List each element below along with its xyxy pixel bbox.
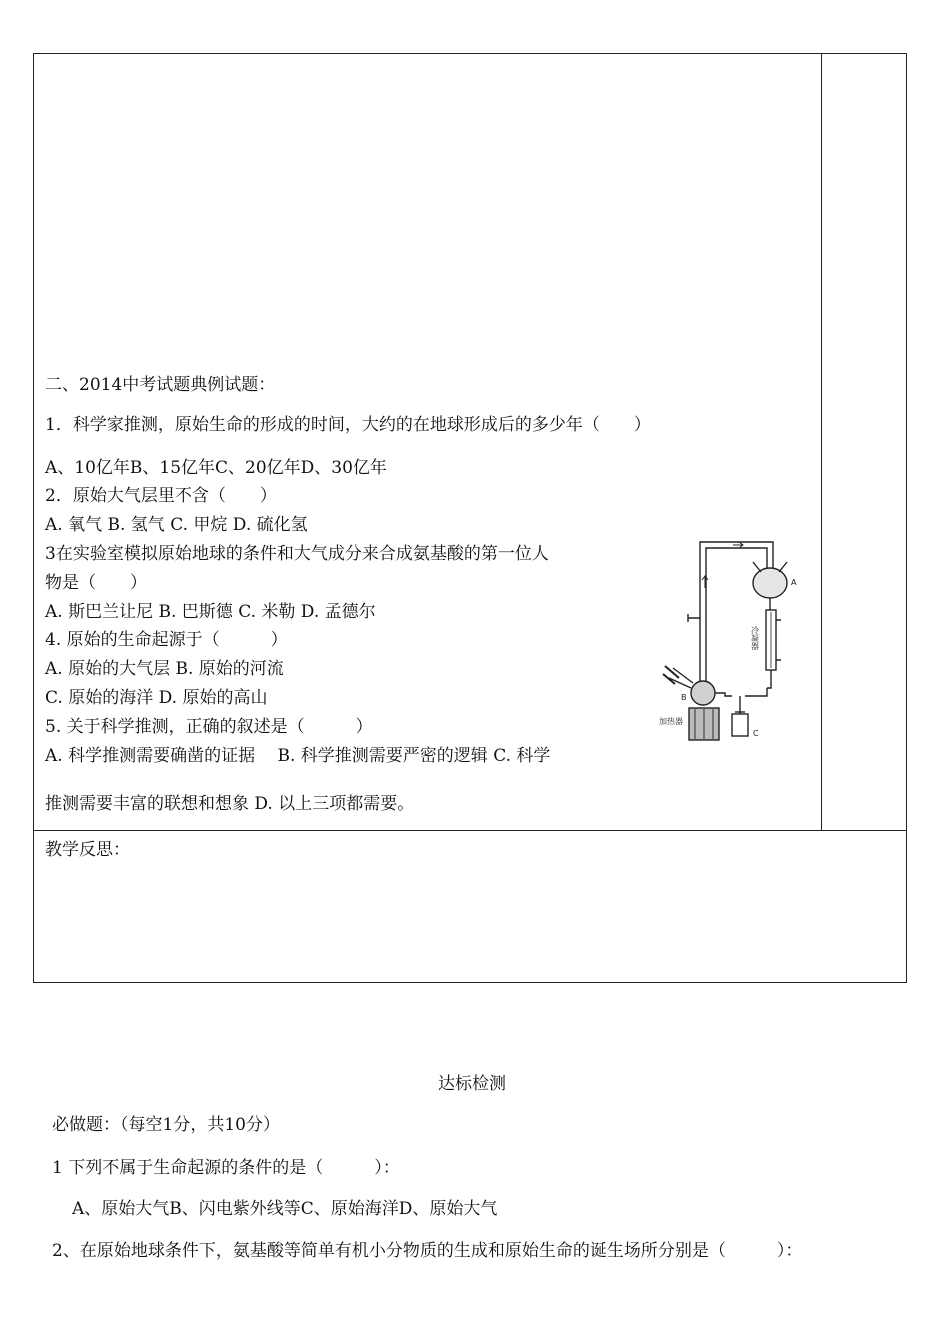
question-5: 5. 关于科学推测，正确的叙述是（ ） <box>45 717 373 737</box>
question-1-options: A、10亿年B、15亿年C、20亿年D、30亿年 <box>45 458 387 478</box>
question-5-options-2: 推测需要丰富的联想和想象 D. 以上三项都需要。 <box>45 794 415 814</box>
question-2-options: A. 氧气 B. 氢气 C. 甲烷 D. 硫化氢 <box>45 515 308 535</box>
label-a: A <box>791 578 797 587</box>
question-4-options-2: C. 原始的海洋 D. 原始的高山 <box>45 688 268 708</box>
standard-test-title: 达标检测 <box>438 1074 506 1094</box>
test-question-1-options: A、原始大气B、闪电紫外线等C、原始海洋D、原始大气 <box>72 1199 498 1219</box>
test-question-2: 2、在原始地球条件下，氨基酸等简单有机小分物质的生成和原始生命的诞生场所分别是（ ）： <box>52 1241 803 1261</box>
required-label: 必做题：（每空1分，共10分） <box>52 1115 280 1135</box>
miller-apparatus-diagram <box>655 528 825 750</box>
question-3-continued: 物是（ ） <box>45 573 147 593</box>
question-2: 2．原始大气层里不含（ ） <box>45 486 277 506</box>
test-question-1: 1 下列不属于生命起源的条件的是（ ）： <box>52 1158 400 1178</box>
section-title: 二、2014中考试题典例试题： <box>45 375 276 395</box>
label-heater: 加热器 <box>659 717 683 726</box>
label-condenser: 冷凝器 <box>750 626 760 650</box>
question-1: 1．科学家推测，原始生命的形成的时间，大约的在地球形成后的多少年（ ） <box>45 415 651 435</box>
question-4-options-1: A. 原始的大气层 B. 原始的河流 <box>45 659 284 679</box>
question-3: 3在实验室模拟原始地球的条件和大气成分来合成氨基酸的第一位人 <box>45 544 549 564</box>
question-4: 4. 原始的生命起源于（ ） <box>45 630 288 650</box>
reflection-label: 教学反思： <box>45 840 130 860</box>
label-b: B <box>681 693 687 702</box>
question-3-options: A. 斯巴兰让尼 B. 巴斯德 C. 米勒 D. 孟德尔 <box>45 602 376 622</box>
table-row-divider <box>33 830 907 831</box>
question-5-options-1: A. 科学推测需要确凿的证据 B. 科学推测需要严密的逻辑 C. 科学 <box>45 746 551 766</box>
label-c: C <box>753 729 759 738</box>
